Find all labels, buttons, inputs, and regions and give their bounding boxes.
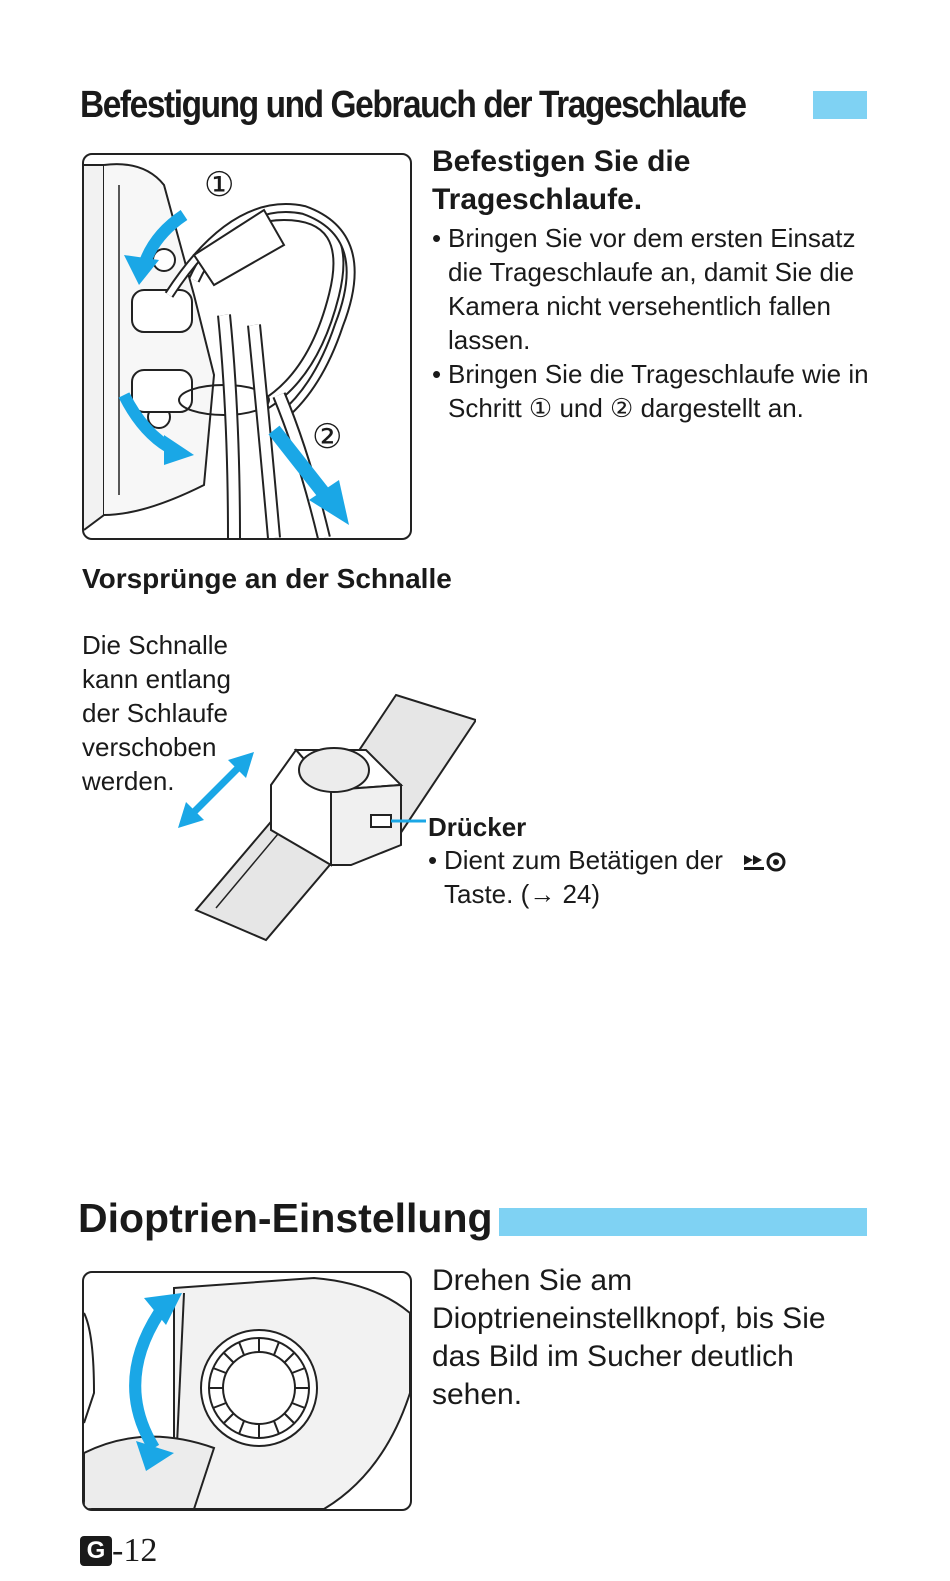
section-accent-bar xyxy=(813,91,867,119)
pusher-label: Drücker xyxy=(428,812,527,842)
section-title-strap: Befestigung und Gebrauch der Trageschlaufe xyxy=(80,84,746,126)
strap-subtitle-line1: Befestigen Sie die xyxy=(432,145,691,178)
page-letter-badge: G xyxy=(80,1536,112,1566)
strap-attachment-figure xyxy=(82,153,412,540)
step-2-marker: ② xyxy=(312,418,343,456)
diopter-instructions: Drehen Sie am Dioptrieneinstellknopf, bis Sie das Bild im Sucher deutlich sehen. xyxy=(432,1264,826,1411)
section-accent-bar-2 xyxy=(499,1208,867,1236)
page-number-digits: -12 xyxy=(112,1532,158,1569)
page-number xyxy=(80,1532,157,1570)
pusher-text-2: Taste. (→ 24) xyxy=(444,879,601,909)
bullet-dot: • xyxy=(428,845,438,875)
strap-bullet-1: • Bringen Sie vor dem ersten Einsatz die Trageschlaufe an, damit Sie die Kamera nicht versehentlich fallen lassen. xyxy=(432,221,872,357)
strap-bullet-list xyxy=(432,221,872,425)
buckle-description: Die Schnalle kann entlang der Schlaufe verschoben werden. xyxy=(82,630,231,796)
pusher-callout xyxy=(428,812,868,911)
pusher-text: Dient zum Betätigen der xyxy=(444,845,723,875)
buckle-heading: Vorsprünge an der Schnalle xyxy=(82,563,452,594)
strap-bullet-2: • Bringen Sie die Trageschlaufe wie in Schritt ① und ② dargestellt an. xyxy=(432,357,872,425)
step-1-marker: ① xyxy=(204,166,235,204)
strap-subtitle-line2: Trageschlaufe. xyxy=(432,183,643,216)
pusher-bullet xyxy=(428,843,868,911)
section-title-diopter: Dioptrien-Einstellung xyxy=(78,1195,493,1241)
diopter-figure xyxy=(82,1271,412,1511)
tape-end-search-icon xyxy=(742,851,788,873)
strap-instructions xyxy=(432,143,872,425)
